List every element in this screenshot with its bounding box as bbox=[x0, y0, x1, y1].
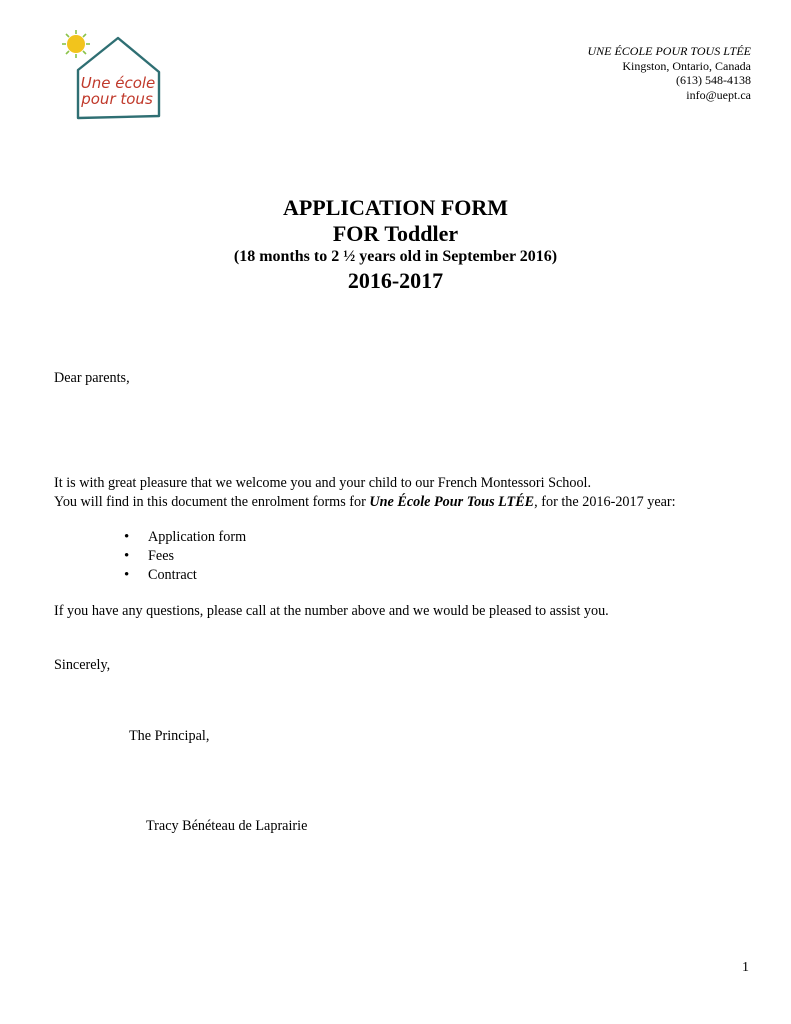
contact-header bbox=[587, 44, 751, 102]
questions-paragraph: If you have any questions, please call at the number above and we would be pleased to assist you. bbox=[54, 603, 609, 619]
page-number: 1 bbox=[742, 960, 749, 975]
document-list bbox=[122, 528, 246, 585]
signatory-name: Tracy Bénéteau de Laprairie bbox=[146, 818, 308, 834]
age-range: (18 months to 2 ½ years old in September 2016) bbox=[233, 248, 558, 265]
school-year: 2016-2017 bbox=[347, 268, 444, 293]
logo-text-line2: pour tous bbox=[81, 90, 153, 108]
logo-text-line1: Une école bbox=[80, 74, 156, 92]
intro-line-2-start: You will find in this document the enrolment forms for bbox=[54, 493, 370, 510]
intro-line-2-end: , for the 2016-2017 year: bbox=[534, 493, 676, 510]
signatory-title: The Principal, bbox=[129, 728, 210, 744]
school-name: UNE ÉCOLE POUR TOUS LTÉE bbox=[587, 44, 751, 58]
school-email: info@uept.ca bbox=[686, 87, 751, 102]
sun-icon bbox=[62, 30, 90, 58]
list-item-label: Fees bbox=[148, 548, 175, 564]
list-item-label: Application form bbox=[148, 529, 247, 545]
school-name-inline: Une École Pour Tous LTÉE bbox=[369, 493, 535, 510]
list-item-label: Contract bbox=[148, 567, 197, 583]
school-address: Kingston, Ontario, Canada bbox=[622, 58, 751, 73]
bullet-icon: • bbox=[124, 529, 130, 545]
list-item bbox=[122, 547, 246, 566]
bullet-icon: • bbox=[124, 567, 130, 583]
closing: Sincerely, bbox=[54, 657, 111, 673]
school-logo bbox=[62, 30, 168, 126]
form-title: APPLICATION FORM bbox=[282, 195, 509, 220]
school-phone: (613) 548-4138 bbox=[676, 73, 751, 87]
bullet-icon: • bbox=[124, 548, 130, 564]
greeting: Dear parents, bbox=[54, 370, 130, 386]
list-item bbox=[122, 528, 246, 547]
form-subtitle: FOR Toddler bbox=[332, 221, 459, 246]
form-title-block bbox=[0, 194, 791, 294]
intro-paragraph bbox=[54, 474, 676, 511]
intro-line-2 bbox=[54, 493, 676, 512]
list-item bbox=[122, 566, 246, 585]
intro-line-1: It is with great pleasure that we welcome you and your child to our French Montessori School. bbox=[54, 475, 592, 491]
